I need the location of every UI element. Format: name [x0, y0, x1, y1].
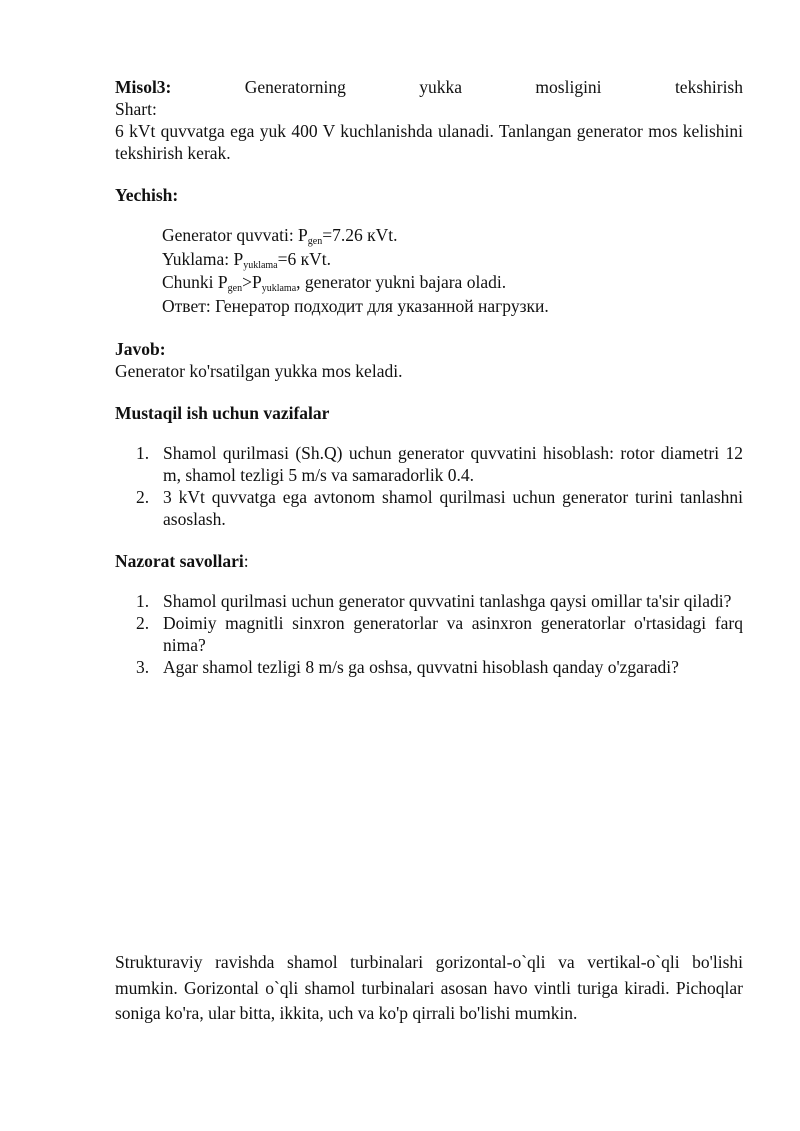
example-label: Misol3:	[115, 77, 172, 97]
solution-heading: Yechish:	[115, 185, 179, 205]
load-line: Yuklama: $P_{yuklama}=6$ кVt.	[162, 248, 331, 271]
document-page	[115, 76, 743, 678]
condition-label: Shart:	[115, 99, 157, 119]
tasks-heading: Mustaqil ish uchun vazifalar	[115, 403, 330, 423]
gen-power-line: Generator quvvati: $P_{gen}=7.26$ кVt.	[162, 225, 398, 247]
example-title-row	[115, 76, 743, 98]
title-word-1: Generatorning	[244, 77, 346, 97]
title-word-2: yukka	[419, 77, 463, 97]
list-item: 2. 3 kVt quvvatga ega avtonom shamol qurilmasi uchun generator turini tanlashni asoslash.	[136, 487, 743, 529]
questions-list	[115, 590, 743, 678]
condition-text: 6 kVt quvvatga ega yuk 400 V kuchlanishda ulanadi. Tanlangan generator mos kelishini tekshirish kerak.	[115, 121, 743, 163]
title-word-4: tekshirish	[674, 77, 743, 97]
bottom-paragraph: Strukturaviy ravishda shamol turbinalari gorizontal-o`qli va vertikal-o`qli bo'lishi mumkin. Gorizontal o`qli shamol turbinalari asosan havo vintli turiga kiradi. Pichoqlar soniga ko'ra, ular bitta, ikkita, uch va ko'p qirrali bo'lishi mumkin.	[115, 952, 743, 1023]
list-item: 3. Agar shamol tezligi 8 m/s ga oshsa, quvvatni hisoblash qanday o'zgaradi?	[136, 657, 679, 677]
title-word-3: mosligini	[535, 77, 602, 97]
tasks-list	[115, 442, 743, 530]
questions-heading: Nazorat savollari:	[115, 551, 249, 571]
answer-text: Generator ko'rsatilgan yukka mos keladi.	[115, 361, 403, 381]
solution-block	[162, 224, 743, 318]
comparison-line: Chunki $P_{gen}>P_{yuklama}$, generator yukni bajara oladi.	[162, 272, 507, 294]
list-item: 2. Doimiy magnitli sinxron generatorlar va asinxron generatorlar o'rtasidagi farq nima?	[136, 613, 743, 655]
list-item: 1. Shamol qurilmasi (Sh.Q) uchun generator quvvatini hisoblash: rotor diametri 12 m, shamol tezligi 5 m/s va samaradorlik 0.4.	[136, 443, 743, 485]
ru-answer-line: Ответ: Генератор подходит для указанной нагрузки.	[162, 295, 549, 316]
list-item: 1. Shamol qurilmasi uchun generator quvvatini tanlashga qaysi omillar ta'sir qiladi?	[136, 591, 732, 611]
answer-heading: Javob:	[115, 339, 166, 359]
